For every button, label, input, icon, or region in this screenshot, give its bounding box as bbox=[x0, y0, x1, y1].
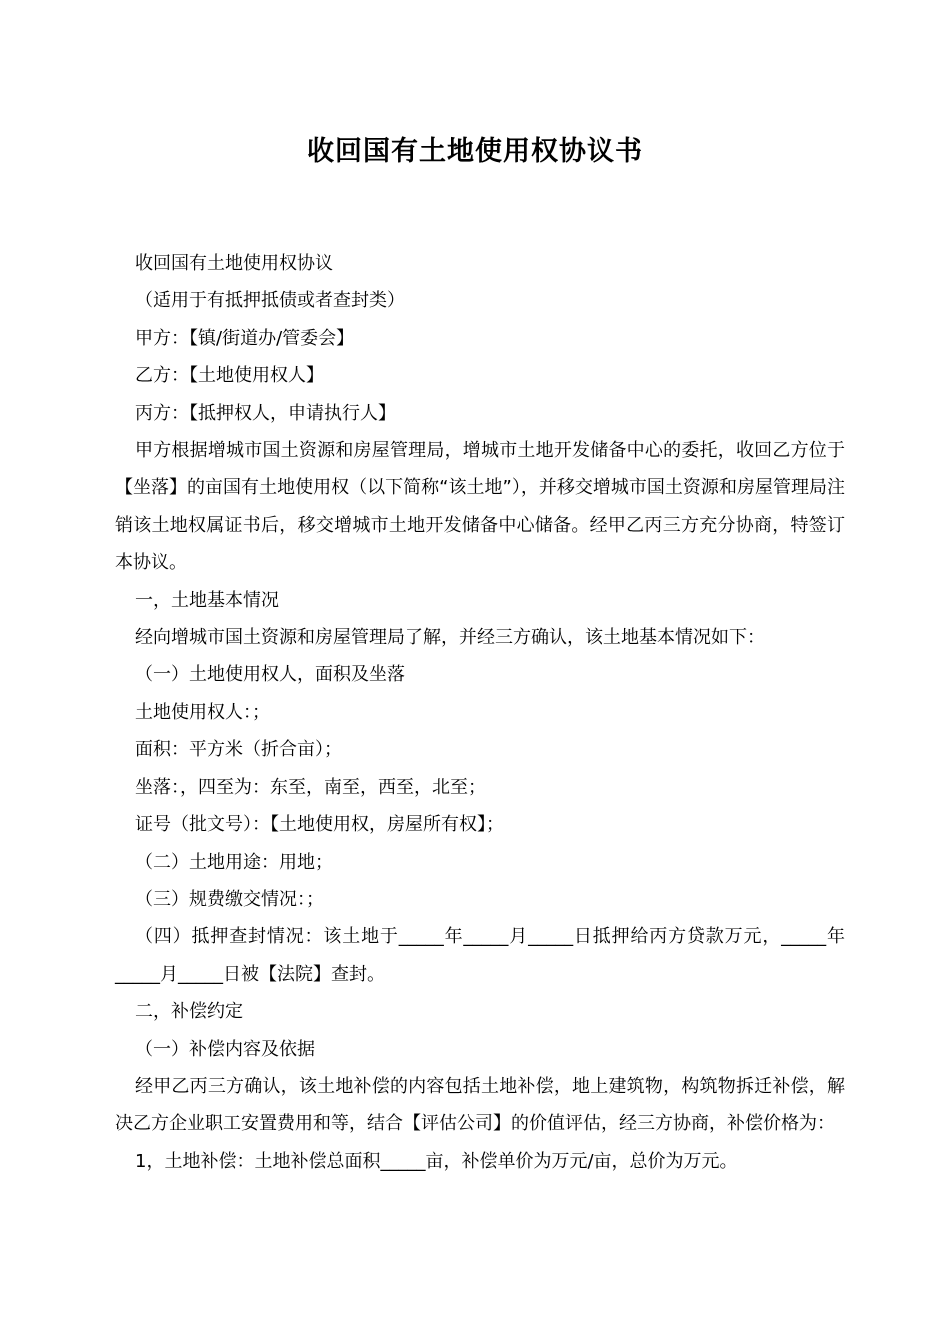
paragraph-area: 面积：平方米（折合亩）； bbox=[135, 739, 342, 761]
subsection-heading-owner-area: （一）土地使用权人，面积及坐落 bbox=[135, 664, 405, 686]
paragraph-preamble: 甲方根据增城市国土资源和房屋管理局，增城市土地开发储备中心的委托，收回乙方位于【坐落】的亩国有土地使用权（以下简称“该土地”），并移交增城市国土资源和房屋管理局注销该土地权属证书后，移交增城市土地开发储备中心储备。经甲乙丙三方充分协商，特签订本协议。 bbox=[115, 440, 845, 574]
subsection-mortgage: （四）抵押查封情况：该土地于_____年_____月_____日抵押给丙方贷款万元，_____年_____月_____日被【法院】查封。 bbox=[115, 926, 845, 985]
subsection-heading-compensation-basis: （一）补偿内容及依据 bbox=[135, 1038, 315, 1060]
paragraph-heading: 收回国有土地使用权协议 bbox=[135, 253, 333, 274]
paragraph-owner: 土地使用权人：； bbox=[135, 701, 270, 723]
section-heading-compensation: 二，补偿约定 bbox=[135, 1001, 243, 1023]
document-body bbox=[115, 245, 845, 1180]
paragraph-location: 坐落：，四至为：东至，南至，西至，北至； bbox=[135, 776, 486, 798]
subsection-heading-land-use: （二）土地用途：用地； bbox=[135, 851, 333, 873]
paragraph-party-b: 乙方：【土地使用权人】 bbox=[135, 365, 324, 387]
subsection-heading-fees: （三）规费缴交情况：； bbox=[135, 888, 324, 910]
paragraph-party-c: 丙方：【抵押权人，申请执行人】 bbox=[135, 402, 396, 424]
paragraph-applicability: （适用于有抵押抵债或者查封类） bbox=[135, 290, 405, 312]
section-heading-land-info: 一，土地基本情况 bbox=[135, 589, 279, 611]
paragraph-party-a: 甲方：【镇/街道办/管委会】 bbox=[135, 327, 355, 349]
document-title: 收回国有土地使用权协议书 bbox=[307, 136, 643, 167]
paragraph-compensation-content: 经甲乙丙三方确认，该土地补偿的内容包括土地补偿，地上建筑物，构筑物拆迁补偿，解决乙方企业职工安置费用和等，结合【评估公司】的价值评估，经三方协商，补偿价格为： bbox=[115, 1075, 845, 1135]
paragraph-certificate: 证号（批文号）：【土地使用权，房屋所有权】； bbox=[135, 814, 504, 836]
paragraph-land-intro: 经向增城市国土资源和房屋管理局了解，并经三方确认，该土地基本情况如下： bbox=[135, 627, 765, 649]
paragraph-land-compensation: 1，土地补偿：土地补偿总面积_____亩，补偿单价为万元/亩，总价为万元。 bbox=[135, 1150, 738, 1172]
